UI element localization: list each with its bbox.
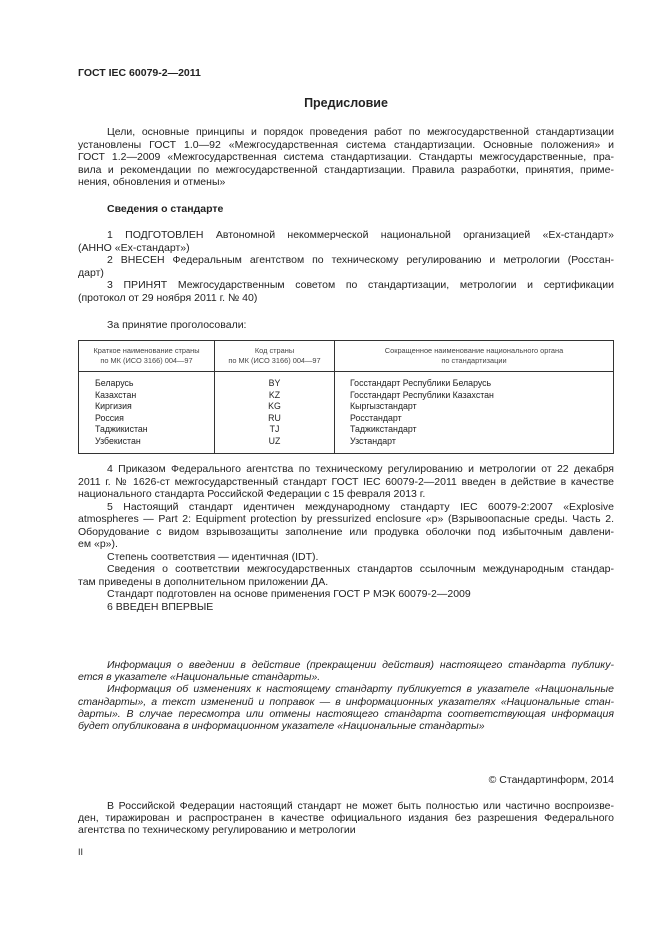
text-line: Степень соответствия — идентичная (IDT). [107,550,319,563]
country-code: KZ [215,390,335,402]
country-name: Беларусь [79,372,215,390]
table-row [79,390,614,402]
voted-label: За принятие проголосовали: [107,319,247,331]
intro-paragraph [78,126,614,189]
text-line: 2011 г. № 1626-ст межгосударственный стандарт ГОСТ IEC 60079-2—2011 введен в действие в качестве [78,475,614,488]
document-code-header: ГОСТ IEC 60079-2—2011 [78,67,201,79]
text-line: atmospheres — Part 2: Equipment protection by pressurized enclosure «p» (Взрывоопасные среды. Часть 2. [78,513,614,525]
country-code: TJ [215,424,335,436]
text-line: В Российской Федерации настоящий стандарт не может быть полностью или частично воспроизве- [107,800,614,812]
section-heading: Сведения о стандарте [107,203,224,215]
text-line: дарт) [78,266,104,279]
text-line: ем «р»). [78,538,118,550]
text-line: вила и рекомендации по межгосударственной стандартизации. Правила разработки, принятия, приме- [78,163,614,176]
text-line: Информация об изменениях к настоящему стандарту публикуется в указателе «Национальные [107,683,614,696]
column-header-code: Код страны по МК (ИСО 3166) 004—97 [215,341,335,372]
text-line: 4 Приказом Федерального агентства по техническому регулированию и метрологии от 22 декабря [107,463,614,475]
text-line: Информация о введении в действие (прекращении действия) настоящего стандарта публику- [107,659,614,671]
country-code: KG [215,401,335,413]
legal-notice [78,800,614,836]
country-name: Узбекистан [79,436,215,454]
country-name: Казахстан [79,390,215,402]
standards-body: Госстандарт Республики Беларусь [350,378,492,388]
copyright: © Стандартинформ, 2014 [488,774,614,786]
table-row [79,436,614,454]
page-title: Предисловие [304,96,388,110]
country-code: BY [215,372,335,390]
country-code: RU [215,413,335,425]
text-line: установлены ГОСТ 1.0—92 «Межгосударственная система стандартизации. Основные положения» и [78,138,614,151]
standards-body: Кыргызстандарт [350,401,417,411]
text-line: 1 ПОДГОТОВЛЕН Автономной некоммерческой национальной организацией «Ех-стандарт» [107,229,614,241]
text-line: ется в указателе «Национальные стандарты». [78,671,321,684]
text-line: национального стандарта Российской Федерации с 15 февраля 2013 г. [78,488,426,500]
text-line: ден, тиражирован и распространен в качестве официального издания без разрешения Федерального [78,812,614,824]
text-line: 3 ПРИНЯТ Межгосударственным советом по стандартизации, метрологии и сертификации [107,279,614,292]
standard-info-items [78,229,614,305]
table-row [79,424,614,436]
page-number: II [78,847,84,857]
text-line: Цели, основные принципы и порядок проведения работ по межгосударственной стандартизации [107,126,614,138]
text-line: стандарты», а текст изменений и поправок — в информационных указателях «Национальные стан- [78,695,614,708]
table-row [79,401,614,413]
standard-info-items-continued [78,463,614,613]
text-line: нения, обновления и отмены» [78,176,226,188]
table-row [79,413,614,425]
standards-body: Росстандарт [350,412,402,423]
country-name: Таджикистан [79,424,215,436]
column-header-body: Сокращенное наименование национального органа по стандартизации [335,341,614,372]
text-line: (протокол от 29 ноября 2011 г. № 40) [78,291,258,304]
text-line: дарты». В случае пересмотра или отмены настоящего стандарта соответствующая информация [78,707,614,720]
text-line: будет опубликована в информационном указателе «Национальные стандарты» [78,719,485,732]
text-line: там приведены в дополнительном приложении ДА. [78,575,329,588]
standards-body: Узстандарт [350,435,396,446]
text-line: 5 Настоящий стандарт идентичен международному стандарту IEC 60079-2:2007 «Explosive [107,500,614,513]
text-line: Сведения о соответствии межгосударственных стандартов ссылочным международным стандар- [107,563,614,575]
text-line: (АННО «Ех-стандарт») [78,241,190,254]
country-name: Россия [79,413,215,425]
voting-countries-table [78,340,614,454]
standards-body: Госстандарт Республики Казахстан [350,389,494,400]
standards-body: Таджикстандарт [350,424,417,434]
country-name: Киргизия [79,401,215,413]
text-line: Стандарт подготовлен на основе применения ГОСТ Р МЭК 60079-2—2009 [107,588,471,600]
publication-notice [78,659,614,732]
text-line: 6 ВВЕДЕН ВПЕРВЫЕ [107,600,214,613]
text-line: ГОСТ 1.2—2009 «Межгосударственная система стандартизации. Стандарты межгосударственные, пра- [78,151,614,163]
country-code: UZ [215,436,335,454]
text-line: Оборудование с видом взрывозащиты заполнение или продувка оболочки под избыточным давлени- [78,525,614,538]
text-line: 2 ВНЕСЕН Федеральным агентством по техническому регулированию и метрологии (Росстан- [107,254,614,267]
text-line: агентства по техническому регулированию и метрологии [78,824,356,836]
column-header-country: Краткое наименование страны по МК (ИСО 3166) 004—97 [79,341,215,372]
table-row [79,372,614,390]
